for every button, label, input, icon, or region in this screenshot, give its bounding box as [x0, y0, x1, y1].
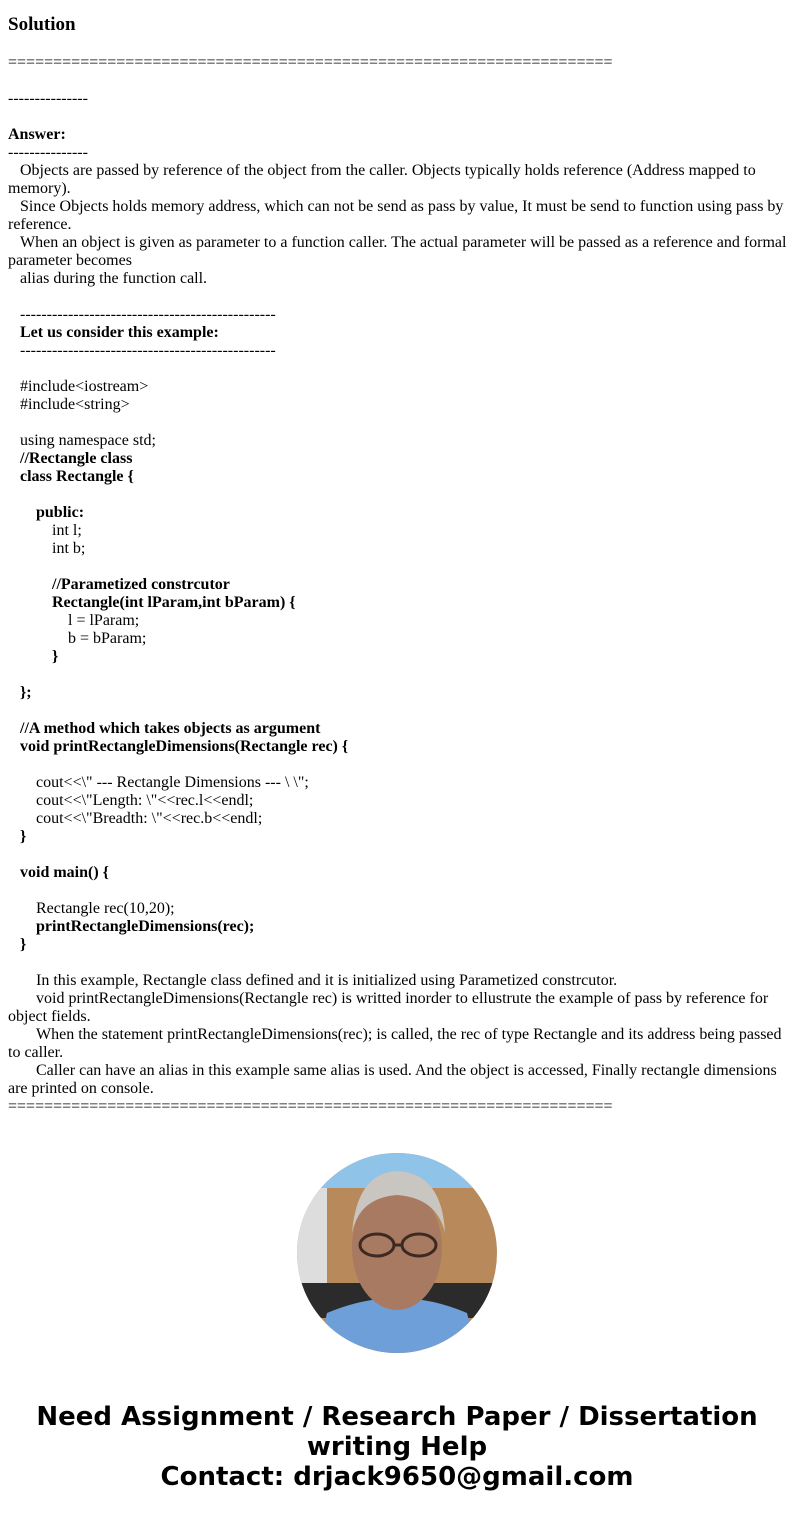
text-line: using namespace std; — [8, 432, 156, 449]
text-line — [8, 72, 788, 90]
text-line: #include<string> — [8, 396, 130, 413]
text-line: Let us consider this example: — [8, 324, 219, 341]
text-line: =================================================================== — [8, 1098, 613, 1115]
page-title: Solution — [8, 14, 76, 35]
text-line: ------------------------------------------------ — [8, 306, 276, 323]
text-line: //Parametized constrcutor — [8, 576, 230, 593]
text-line: #include<iostream> — [8, 378, 149, 395]
text-line: } — [8, 828, 27, 845]
footer-line-2: writing Help — [306, 1432, 488, 1462]
text-line: //Rectangle class — [8, 450, 133, 467]
text-line: --------------- — [8, 90, 88, 107]
text-line: Since Objects holds memory address, which can not be send as pass by value, It must be send to function using pass by reference. — [8, 198, 788, 233]
text-line — [8, 846, 788, 864]
text-line — [8, 954, 788, 972]
text-line: Rectangle rec(10,20); — [8, 900, 175, 917]
text-line: cout<<\"Breadth: \"<<rec.b<<endl; — [8, 810, 263, 827]
footer-line-1: Need Assignment / Research Paper / Dissertation — [36, 1402, 758, 1432]
text-line: void printRectangleDimensions(Rectangle rec) { — [8, 738, 349, 755]
text-line: =================================================================== — [8, 54, 613, 71]
text-line: } — [8, 648, 59, 665]
text-line: alias during the function call. — [8, 270, 208, 287]
text-line: int b; — [8, 540, 86, 557]
text-line — [8, 756, 788, 774]
text-line — [8, 360, 788, 378]
text-line: int l; — [8, 522, 82, 539]
text-line: }; — [8, 684, 32, 701]
text-line: --------------- — [8, 144, 88, 161]
text-line — [8, 414, 788, 432]
text-line: In this example, Rectangle class defined and it is initialized using Parametized constrcutor. — [8, 972, 618, 989]
text-line — [8, 288, 788, 306]
text-line: //A method which takes objects as argument — [8, 720, 321, 737]
text-line: void main() { — [8, 864, 109, 881]
text-line: Objects are passed by reference of the object from the caller. Objects typically holds reference (Address mapped to memory). — [8, 162, 760, 197]
text-line: } — [8, 936, 27, 953]
text-line: printRectangleDimensions(rec); — [8, 918, 255, 935]
text-line: class Rectangle { — [8, 468, 134, 485]
text-line: Caller can have an alias in this example same alias is used. And the object is accessed, Finally rectangle dimensions are printed on console. — [8, 1062, 781, 1097]
text-line — [8, 666, 788, 684]
text-line — [8, 486, 788, 504]
solution-body — [8, 54, 791, 1116]
text-line: public: — [8, 504, 85, 521]
footer-line-3: Contact: drjack9650@gmail.com — [160, 1462, 634, 1492]
text-line: ------------------------------------------------ — [8, 342, 276, 359]
text-line: l = lParam; — [8, 612, 140, 629]
contact-banner — [0, 1402, 794, 1492]
text-line: b = bParam; — [8, 630, 147, 647]
text-line: void printRectangleDimensions(Rectangle rec) is writted inorder to ellustrute the example of pass by reference for object fields. — [8, 990, 773, 1025]
text-line: cout<<\" --- Rectangle Dimensions --- \ \"; — [8, 774, 309, 791]
text-line: Rectangle(int lParam,int bParam) { — [8, 594, 296, 611]
text-line: When the statement printRectangleDimensions(rec); is called, the rec of type Rectangle and its address being passed to caller. — [8, 1026, 786, 1061]
author-photo — [297, 1153, 497, 1353]
text-line — [8, 558, 788, 576]
text-line — [8, 702, 788, 720]
text-line: cout<<\"Length: \"<<rec.l<<endl; — [8, 792, 254, 809]
text-line: Answer: — [8, 126, 66, 143]
text-line: When an object is given as parameter to a function caller. The actual parameter will be passed as a reference and formal parameter becomes — [8, 234, 791, 269]
text-line — [8, 108, 788, 126]
text-line — [8, 882, 788, 900]
